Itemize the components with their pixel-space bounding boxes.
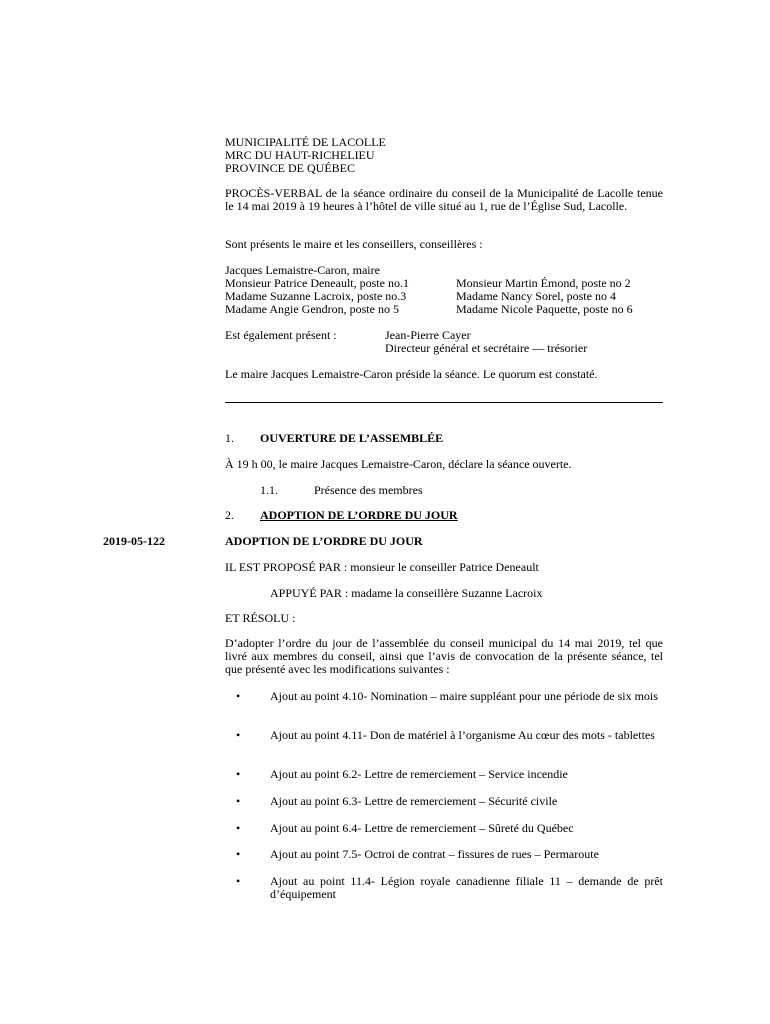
bullet-icon: • [236,794,241,808]
header-municipality: MUNICIPALITÉ DE LACOLLE [225,135,386,149]
header-mrc: MRC DU HAUT-RICHELIEU [225,148,375,162]
header-province: PROVINCE DE QUÉBEC [225,161,356,175]
bullet-icon: • [236,874,241,888]
councillor-left-3: Madame Angie Gendron, poste no 5 [225,302,399,316]
resolution-text: D’adopter l’ordre du jour de l’assemblée du conseil municipal du 14 mai 2019, tel que livré aux membres du conseil, ainsi que l’avis de convocation de la présente séance, tel que présenté avec les modifications suivantes : [225,636,663,676]
intro-paragraph: PROCÈS-VERBAL de la séance ordinaire du conseil de la Municipalité de Lacolle tenue le 14 mai 2019 à 19 heures à l’hôtel de ville situé au 1, rue de l’Église Sud, Lacolle. [225,186,663,213]
presides-line: Le maire Jacques Lemaistre-Caron préside la séance. Le quorum est constaté. [225,367,598,381]
section2-title: ADOPTION DE L’ORDRE DU JOUR [260,508,458,522]
subsection-number: 1.1. [260,483,278,497]
section1-number: 1. [225,431,234,445]
also-present-role: Directeur général et secrétaire — trésorier [385,341,588,355]
resolution-number: 2019-05-122 [103,534,165,548]
councillor-left-2: Madame Suzanne Lacroix, poste no.3 [225,289,407,303]
mayor-line: Jacques Lemaistre-Caron, maire [225,263,380,277]
bullet-icon: • [236,847,241,861]
document-page: MUNICIPALITÉ DE LACOLLE MRC DU HAUT-RICHELIEU PROVINCE DE QUÉBEC PROCÈS-VERBAL de la séance ordinaire du conseil de la Municipalité de Lacolle tenue le 14 mai 2019 à 19 heures à l’hôtel de ville situé au 1, rue de l’Église Sud, Lacolle. Sont présents le maire et les conseillers, conseillères : Jacques Lemaistre-Caron, maire Monsieur Patrice Deneault, poste no.1 Madame Suzanne Lacroix, poste no.3 Madame Angie Gendron, poste no 5 Monsieur Martin Émond, poste no 2 Madame Nancy Sorel, poste no 4 Madame Nicole Paquette, poste no 6 Est également présent : Jean-Pierre Cayer Directeur général et secrétaire — trésorier Le maire Jacques Lemaistre-Caron préside la séance. Le quorum est constaté. 1. OUVERTURE DE L’ASSEMBLÉE À 19 h 00, le maire Jacques Lemaistre-Caron, déclare la séance ouverte. 1.1. Présence des membres 2. ADOPTION DE L’ORDRE DU JOUR 2019-05-122 ADOPTION DE L’ORDRE DU JOUR IL EST PROPOSÉ PAR : monsieur le conseiller Patrice Deneault APPUYÉ PAR : madame la conseillère Suzanne Lacroix ET RÉSOLU : D’adopter l’ordre du jour de l’assemblée du conseil municipal du 14 mai 2019, tel que livré aux membres du conseil, ainsi que l’avis de convocation de la présente séance, tel que présenté avec les modifications suivantes : • Ajout au point 4.10- Nomination – maire suppléant pour une période de six mois • Ajout au point 4.11- Don de matériel à l’organisme Au cœur des mots - tablettes • Ajout au point 6.2- Lettre de remerciement – Service incendie • Ajout au point 6.3- Lettre de remerciement – Sécurité civile • Ajout au point 6.4- Lettre de remerciement – Sûreté du Québec • Ajout au point 7.5- Octroi de contrat – fissures de rues – Permaroute • Ajout au point 11.4- Légion royale canadienne filiale 11 – demande de prêt d’équipement [103,135,663,901]
bullet-icon: • [236,728,241,742]
bullet-icon: • [236,689,241,703]
bullet-icon: • [236,821,241,835]
seconded-by: APPUYÉ PAR : madame la conseillère Suzanne Lacroix [270,586,543,600]
subsection-title: Présence des membres [314,483,423,497]
councillor-right-1: Monsieur Martin Émond, poste no 2 [456,276,631,290]
section1-title: OUVERTURE DE L’ASSEMBLÉE [260,431,444,445]
bullet-icon: • [236,767,241,781]
councillor-left-1: Monsieur Patrice Deneault, poste no.1 [225,276,409,290]
section1-text: À 19 h 00, le maire Jacques Lemaistre-Caron, déclare la séance ouverte. [225,457,572,471]
also-present-name: Jean-Pierre Cayer [385,328,471,342]
presents-intro: Sont présents le maire et les conseillers, conseillères : [225,237,483,251]
separator-line [225,402,663,403]
councillor-right-3: Madame Nicole Paquette, poste no 6 [456,302,633,316]
resolved-label: ET RÉSOLU : [225,611,296,625]
resolution-title: ADOPTION DE L’ORDRE DU JOUR [225,534,423,548]
also-present-label: Est également présent : [225,328,337,342]
councillor-right-2: Madame Nancy Sorel, poste no 4 [456,289,616,303]
section2-number: 2. [225,508,234,522]
proposed-by: IL EST PROPOSÉ PAR : monsieur le conseiller Patrice Deneault [225,560,539,574]
